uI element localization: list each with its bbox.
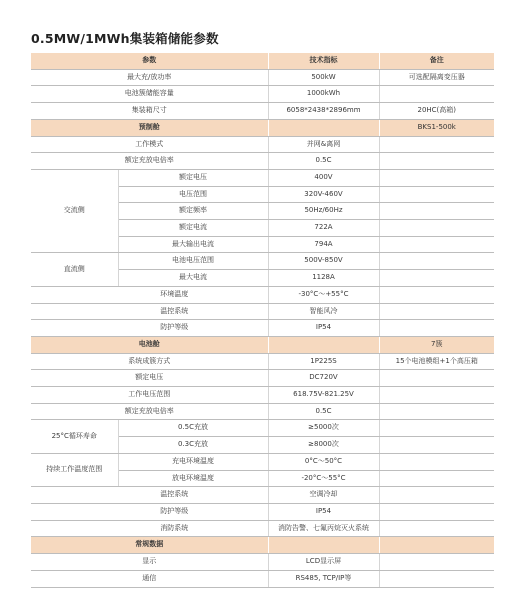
- header-tech: 技术指标: [268, 53, 379, 69]
- table-row: 最大电流 1128A: [31, 270, 494, 287]
- table-row: 25°C循环寿命 0.5C充放 ≥5000次: [31, 420, 494, 437]
- table-row: 工作电压范围 618.75V-821.25V: [31, 387, 494, 404]
- table-row: 持续工作温度范围 充电环境温度 0°C～50°C: [31, 453, 494, 470]
- table-row: 放电环境温度 -20°C～55°C: [31, 470, 494, 487]
- table-row: 额定频率 50Hz/60Hz: [31, 203, 494, 220]
- table-row: 电压范围 320V-460V: [31, 186, 494, 203]
- table-row: 系统成簇方式 1P225S 15个电池模组+1个高压箱: [31, 353, 494, 370]
- table-row: 电池簇储能容量 1000kWh: [31, 86, 494, 103]
- section-title: 电池舱: [31, 336, 268, 353]
- cycle-life-label: 25°C循环寿命: [31, 420, 118, 453]
- table-row: 0.3C充放 ≥8000次: [31, 437, 494, 454]
- page-title: 0.5MW/1MWh集装箱储能参数: [31, 31, 219, 46]
- table-row: 最大充/放功率 500kW 可选配隔离变压器: [31, 69, 494, 86]
- table-row: 温控系统 智能风冷: [31, 303, 494, 320]
- section-prefab: 预制舱 BKS1-500k: [31, 119, 494, 136]
- table-row: 额定电压 DC720V: [31, 370, 494, 387]
- table-row: 集装箱尺寸 6058*2438*2896mm 20HC(高箱): [31, 103, 494, 120]
- table-row: 消防系统 消防告警、七氟丙烷灭火系统: [31, 520, 494, 537]
- header-note: 备注: [379, 53, 494, 69]
- table-row: 直流侧 电池电压范围 500V-850V: [31, 253, 494, 270]
- table-row: 防护等级 IP54: [31, 503, 494, 520]
- section-title: 预制舱: [31, 119, 268, 136]
- section-general: [31, 537, 494, 554]
- table-row: 工作模式 并网&离网: [31, 136, 494, 153]
- table-header-row: [31, 53, 494, 69]
- table-row: 额定充放电倍率 0.5C: [31, 153, 494, 170]
- table-row: 最大输出电流 794A: [31, 236, 494, 253]
- section-title: 常规数据: [31, 537, 268, 554]
- temp-range-label: 持续工作温度范围: [31, 453, 118, 486]
- table-row: 显示 LCD显示屏: [31, 554, 494, 571]
- table-row: 通信 RS485, TCP/IP等: [31, 570, 494, 587]
- table-row: 温控系统 空调冷却: [31, 487, 494, 504]
- section-battery: 电池舱 7簇: [31, 336, 494, 353]
- table-row: 额定电流 722A: [31, 220, 494, 237]
- table-row: 防护等级 IP54: [31, 320, 494, 337]
- ac-side-label: 交流侧: [31, 169, 118, 253]
- header-param: 参数: [31, 53, 268, 69]
- table-row: 额定充放电倍率 0.5C: [31, 403, 494, 420]
- table-row: 环境温度 -30°C～+55°C: [31, 286, 494, 303]
- table-row: 交流侧 额定电压 400V: [31, 169, 494, 186]
- spec-table: [31, 53, 494, 588]
- dc-side-label: 直流侧: [31, 253, 118, 286]
